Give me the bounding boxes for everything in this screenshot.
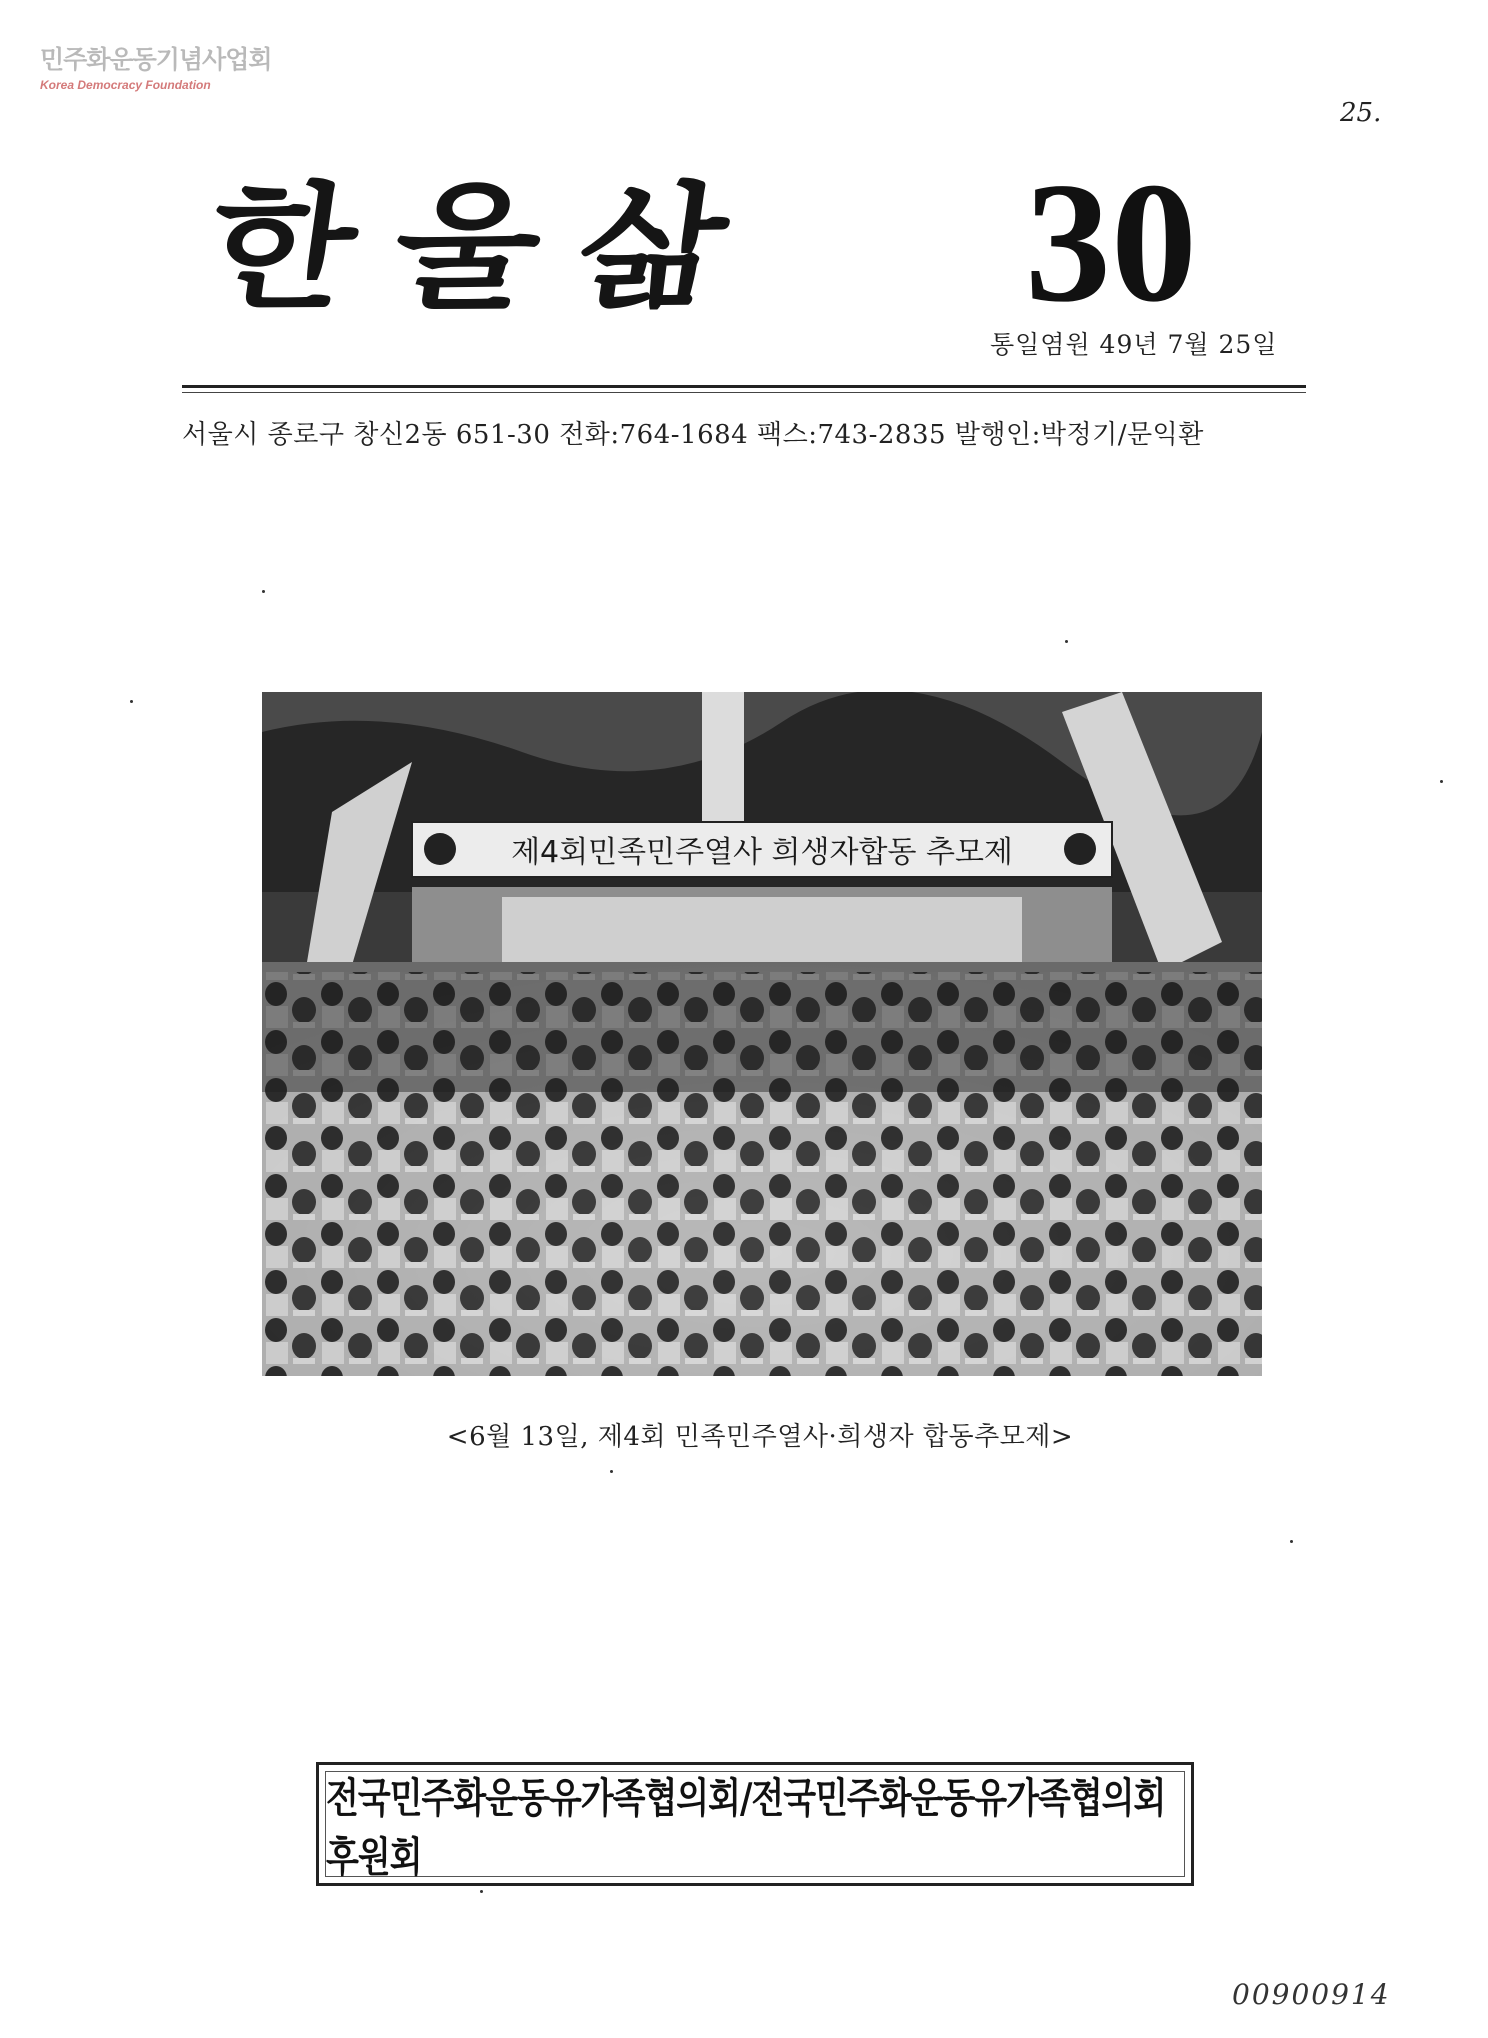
scan-speck [1065,640,1068,643]
scan-speck [610,1470,613,1473]
photo-banner-text: 제4회민족민주열사 희생자합동 추모제 [511,835,1013,870]
memorial-photo-image [262,692,1262,1376]
publisher-name: 전국민주화운동유가족협의회/전국민주화운동유가족협의회후원회 [326,1774,1166,1882]
issue-date: 통일염원 49년 7월 25일 [990,330,1278,359]
header-rule-thin [182,392,1306,393]
page-mark: 25. [1340,98,1382,128]
header-rule [182,385,1306,388]
memorial-photo [262,692,1262,1376]
publisher-box [316,1762,1194,1886]
issue-number: 30 [1025,148,1197,338]
scan-speck [1290,1540,1293,1543]
publisher-box-inner [325,1771,1185,1882]
scan-speck [480,1890,483,1893]
photo-caption: <6월 13일, 제4회 민족민주열사·희생자 합동추모제> [446,1422,1074,1452]
document-id: 00900914 [1232,1978,1391,2011]
scan-speck [130,700,133,703]
watermark [40,40,272,92]
watermark-english: Korea Democracy Foundation [40,78,211,92]
scan-speck [1440,780,1443,783]
scan-speck [262,590,265,593]
address-line: 서울시 종로구 창신2동 651-30 전화:764-1684 팩스:743-2835 발행인:박정기/문익환 [182,420,1204,450]
newsletter-title: 한울삶 [198,168,776,328]
watermark-korean: 민주화운동기념사업회 [40,45,272,74]
